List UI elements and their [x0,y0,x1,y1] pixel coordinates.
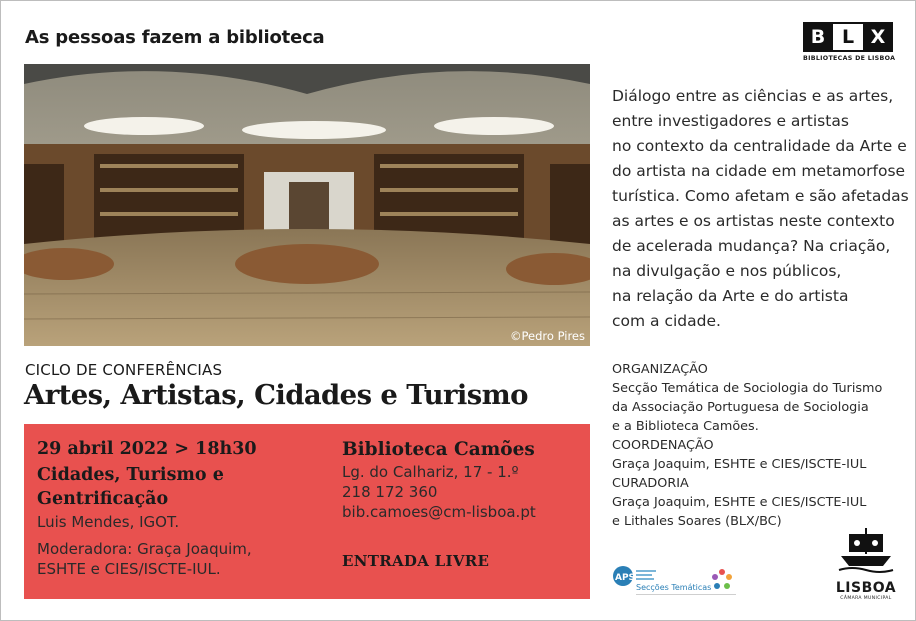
venue-name: Biblioteca Camões [342,439,535,460]
credits-line: Secção Temática de Sociologia do Turismo [612,381,883,396]
blx-letter-b: B [803,22,833,52]
photo-credit: ©Pedro Pires [510,329,585,343]
event-speaker: Luis Mendes, IGOT. [37,513,180,531]
admission-label: ENTRADA LIVRE [342,552,490,570]
description-line: do artista na cidade em metamorfose [612,162,906,180]
event-date: 29 abril 2022 > 18h30 [37,439,257,459]
tagline: As pessoas fazem a biblioteca [25,27,325,48]
event-credits [612,360,910,531]
aps-logo-icon [612,564,738,600]
credits-line: e a Biblioteca Camões. [612,419,759,434]
credits-line: e Lithales Soares (BLX/BC) [612,514,782,529]
description-line: na relação da Arte e do artista [612,287,849,305]
blx-logo [803,22,896,62]
credits-line: da Associação Portuguesa de Sociologia [612,400,869,415]
event-moderator: Moderadora: Graça Joaquim, ESHTE e CIES/ISCTE-IUL. [37,540,252,578]
credits-line: Graça Joaquim, ESHTE e CIES/ISCTE-IUL [612,457,867,472]
description-line: no contexto da centralidade da Arte e [612,137,907,155]
lisboa-wordmark: LISBOA [835,580,897,596]
description-line: Diálogo entre as ciências e as artes, [612,87,894,105]
aps-sections-label: Secções Temáticas [636,583,712,592]
description-line: entre investigadores e artistas [612,112,849,130]
lisboa-ship-icon [835,526,897,574]
blx-letter-l: L [833,22,863,52]
event-theme: Cidades, Turismo e Gentrificação [37,465,224,509]
venue-email: bib.camoes@cm-lisboa.pt [342,503,536,521]
event-details-panel [24,424,590,599]
description-line: as artes e os artistas neste contexto [612,212,895,230]
event-title: Artes, Artistas, Cidades e Turismo [24,379,528,411]
credits-line: COORDENAÇÃO [612,438,714,453]
library-panorama-photo [24,64,590,346]
event-description [612,84,910,334]
credits-line: Graça Joaquim, ESHTE e CIES/ISCTE-IUL [612,495,867,510]
venue-phone: 218 172 360 [342,483,438,501]
credits-line: CURADORIA [612,476,689,491]
blx-subtitle: BIBLIOTECAS DE LISBOA [803,55,896,62]
venue-address: Lg. do Calhariz, 17 - 1.º [342,463,519,481]
library-panorama-image [24,64,590,346]
description-line: de acelerada mudança? Na criação, [612,237,891,255]
description-line: com a cidade. [612,312,721,330]
description-line: na divulgação e nos públicos, [612,262,842,280]
blx-letter-x: X [863,22,893,52]
lisboa-subtitle: CÂMARA MUNICIPAL [840,596,892,601]
series-label: CICLO DE CONFERÊNCIAS [25,361,223,379]
lisboa-city-logo [835,526,897,601]
description-line: turística. Como afetam e são afetadas [612,187,909,205]
credits-line: ORGANIZAÇÃO [612,362,708,377]
aps-sections-logo [612,564,738,600]
aps-label: APS [615,573,636,583]
